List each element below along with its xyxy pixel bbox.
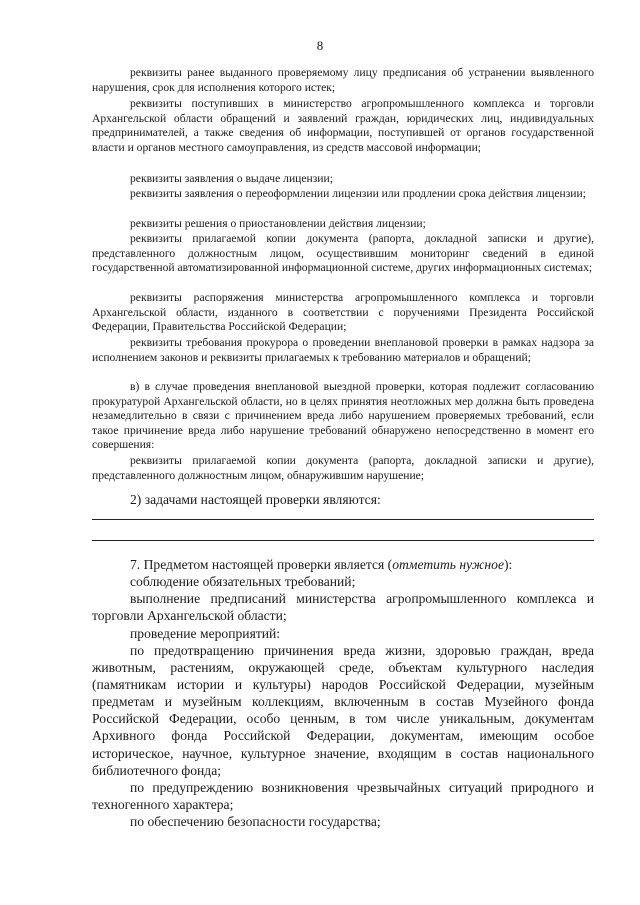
paragraph-harm-prevention: по предотвращению причинения вреда жизни, здоровью граждан, вреда животным, растениям, окружающей среде, объектам культурного наследия (памятникам истории и культуры) народов Российской Федерации, музейным предметам и музейным коллекциям, включенным в состав Музейного фонда Российской Федерации, особо ценным, в том числе уникальным, документам Архивного фонда Российской Федерации, документам, имеющим особое историческое, научное, культурное значение, входящим в состав национального библиотечного фонда;: [92, 643, 594, 778]
paragraph-ministry-order: реквизиты распоряжения министерства агропромышленного комплекса и торговли Архангельской области, изданного в соответствии с поручениями Президента Российской Федерации, Правительства Российской Федерации;: [92, 291, 594, 334]
paragraph-unscheduled-visit: в) в случае проведения внеплановой выездной проверки, которая подлежит согласованию прокуратурой Архангельской области, но в целях принятия неотложных мер должна быть проведена незамедлительно в связи с причинением вреда либо нарушением проверяемых требований, если такое причинение вреда либо нарушение требований обнаружено непосредственно в момент его совершения:: [92, 380, 594, 452]
paragraph-violation-report: реквизиты прилагаемой копии документа (рапорта, докладной записки и другие), представленного должностным лицом, обнаружившим нарушение;: [92, 454, 594, 482]
page-number: 8: [316, 38, 324, 53]
paragraph-prosecutor-demand: реквизиты требования прокурора о проведении внеплановой проверки в рамках надзора за исполнением законов и реквизиты прилагаемых к требованию материалов и обращений;: [92, 336, 594, 364]
paragraph-license-reissue: реквизиты заявления о переоформлении лицензии или продлении срока действия лицензии;: [130, 187, 586, 200]
item-7-tail: ):: [504, 557, 513, 572]
paragraph-prior-order: реквизиты ранее выданного проверяемому лицу предписания об устранении выявленного нарушения, срок для исполнения которого истек;: [92, 66, 594, 94]
paragraph-ministry-orders: выполнение предписаний министерства агропромышленного комплекса и торговли Архангельской области;: [92, 591, 594, 624]
item-7-subject: [92, 556, 594, 573]
paragraph-emergency-prevention: по предупреждению возникновения чрезвычайных ситуаций природного и техногенного характера;: [92, 780, 594, 813]
paragraph-monitoring-report: реквизиты прилагаемой копии документа (рапорта, докладной записки и другие), представленного должностным лицом, осуществившим мониторинг сведений в единой государственной автоматизированной информационной системе, других информационных системах;: [92, 232, 594, 275]
fill-in-line-2: [92, 540, 594, 541]
item-7-lead: 7. Предметом настоящей проверки является (: [130, 557, 393, 572]
paragraph-license-suspension: реквизиты решения о приостановлении действия лицензии;: [130, 217, 426, 230]
paragraph-appeals: реквизиты поступивших в министерство агропромышленного комплекса и торговли Архангельской области обращений и заявлений граждан, юридических лиц, индивидуальных предпринимателей, а также сведения об информации, поступившей от органов государственной власти и органов местного самоуправления, из средств массовой информации;: [92, 97, 594, 154]
item-2-tasks: 2) задачами настоящей проверки являются:: [130, 492, 381, 507]
paragraph-license-issue: реквизиты заявления о выдаче лицензии;: [130, 172, 333, 185]
fill-in-line-1: [92, 519, 594, 520]
item-7-note: отметить нужное: [392, 557, 505, 572]
paragraph-mandatory-requirements: соблюдение обязательных требований;: [130, 574, 356, 589]
paragraph-state-security: по обеспечению безопасности государства;: [130, 814, 381, 829]
paragraph-measures: проведение мероприятий:: [130, 626, 281, 641]
